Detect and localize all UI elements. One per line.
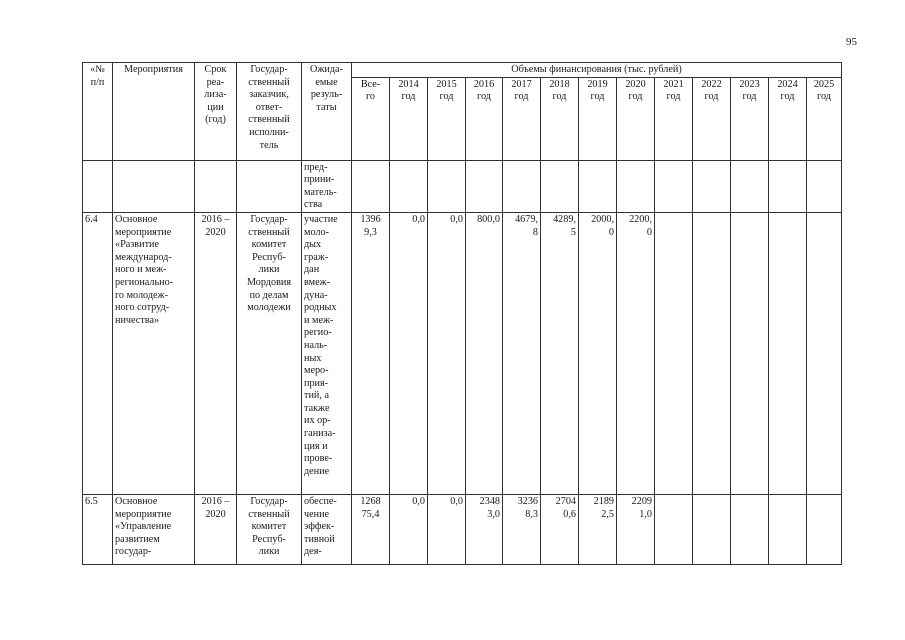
cell-num [83,160,113,212]
cell-results: обеспе- чение эффек- тивной дея- [302,494,352,564]
cell-value [769,494,807,564]
cell-term: 2016 – 2020 [195,212,237,494]
header-year: 2020 год [617,77,655,160]
cell-value [693,494,731,564]
header-year: 2017 год [503,77,541,160]
cell-value [731,160,769,212]
header-year: 2015 год [428,77,466,160]
cell-customer [237,160,302,212]
cell-value [390,160,428,212]
cell-value [541,160,579,212]
table-row [83,160,842,212]
table-row [83,494,842,564]
cell-value: 4679, 8 [503,212,541,494]
header-year: 2014 год [390,77,428,160]
header-total: Все- го [352,77,390,160]
cell-customer: Государ- ственный комитет Респуб- лики Мордовия по делам молодежи [237,212,302,494]
cell-value: 0,0 [428,494,466,564]
header-year: 2019 год [579,77,617,160]
cell-value [655,494,693,564]
cell-value [655,160,693,212]
cell-value: 2209 1,0 [617,494,655,564]
cell-event: Основное мероприятие «Управление развитием государ- [113,494,195,564]
header-term: Срок реа- лиза- ции (год) [195,63,237,161]
cell-results: пред- прини- матель- ства [302,160,352,212]
cell-value: 2704 0,6 [541,494,579,564]
cell-value [466,160,503,212]
cell-event [113,160,195,212]
header-year: 2023 год [731,77,769,160]
cell-term: 2016 – 2020 [195,494,237,564]
header-year: 2024 год [769,77,807,160]
header-year: 2021 год [655,77,693,160]
cell-value [617,160,655,212]
cell-total [352,160,390,212]
cell-value: 2189 2,5 [579,494,617,564]
cell-value [579,160,617,212]
cell-num: 6.5 [83,494,113,564]
header-year: 2025 год [807,77,842,160]
cell-value: 2200, 0 [617,212,655,494]
cell-value [428,160,466,212]
cell-value [693,160,731,212]
cell-event: Основное мероприятие «Развитие международ- ного и меж- регионально- го молодеж- ного сотруд- ничества» [113,212,195,494]
cell-value [807,212,842,494]
header-year: 2016 год [466,77,503,160]
cell-value [731,494,769,564]
cell-value: 4289, 5 [541,212,579,494]
cell-num: 6.4 [83,212,113,494]
cell-value [807,494,842,564]
cell-term [195,160,237,212]
page-number: 95 [846,36,857,48]
header-num: «№ п/п [83,63,113,161]
cell-value [807,160,842,212]
header-row-1 [83,63,842,78]
cell-value [655,212,693,494]
cell-value [731,212,769,494]
funding-table [82,62,842,565]
cell-value [769,160,807,212]
table-row [83,212,842,494]
cell-value: 0,0 [390,212,428,494]
header-results: Ожида- емые резуль- таты [302,63,352,161]
cell-value: 2000, 0 [579,212,617,494]
header-event: Мероприятия [113,63,195,161]
cell-value [693,212,731,494]
cell-total: 1268 75,4 [352,494,390,564]
cell-results: участие моло- дых граж- дан вмеж- дуна- родных и меж- регио- наль- ных меро- прия- тий, а также их ор- ганиза- ция и прове- дение [302,212,352,494]
cell-customer: Государ- ственный комитет Респуб- лики [237,494,302,564]
cell-value: 0,0 [428,212,466,494]
header-customer: Государ- ственный заказчик, ответ- ственный исполни- тель [237,63,302,161]
cell-value: 2348 3,0 [466,494,503,564]
header-year: 2018 год [541,77,579,160]
cell-total: 1396 9,3 [352,212,390,494]
header-year: 2022 год [693,77,731,160]
cell-value [503,160,541,212]
cell-value: 3236 8,3 [503,494,541,564]
cell-value: 0,0 [390,494,428,564]
cell-value: 800,0 [466,212,503,494]
header-funding-title: Объемы финансирования (тыс. рублей) [352,63,842,78]
cell-value [769,212,807,494]
